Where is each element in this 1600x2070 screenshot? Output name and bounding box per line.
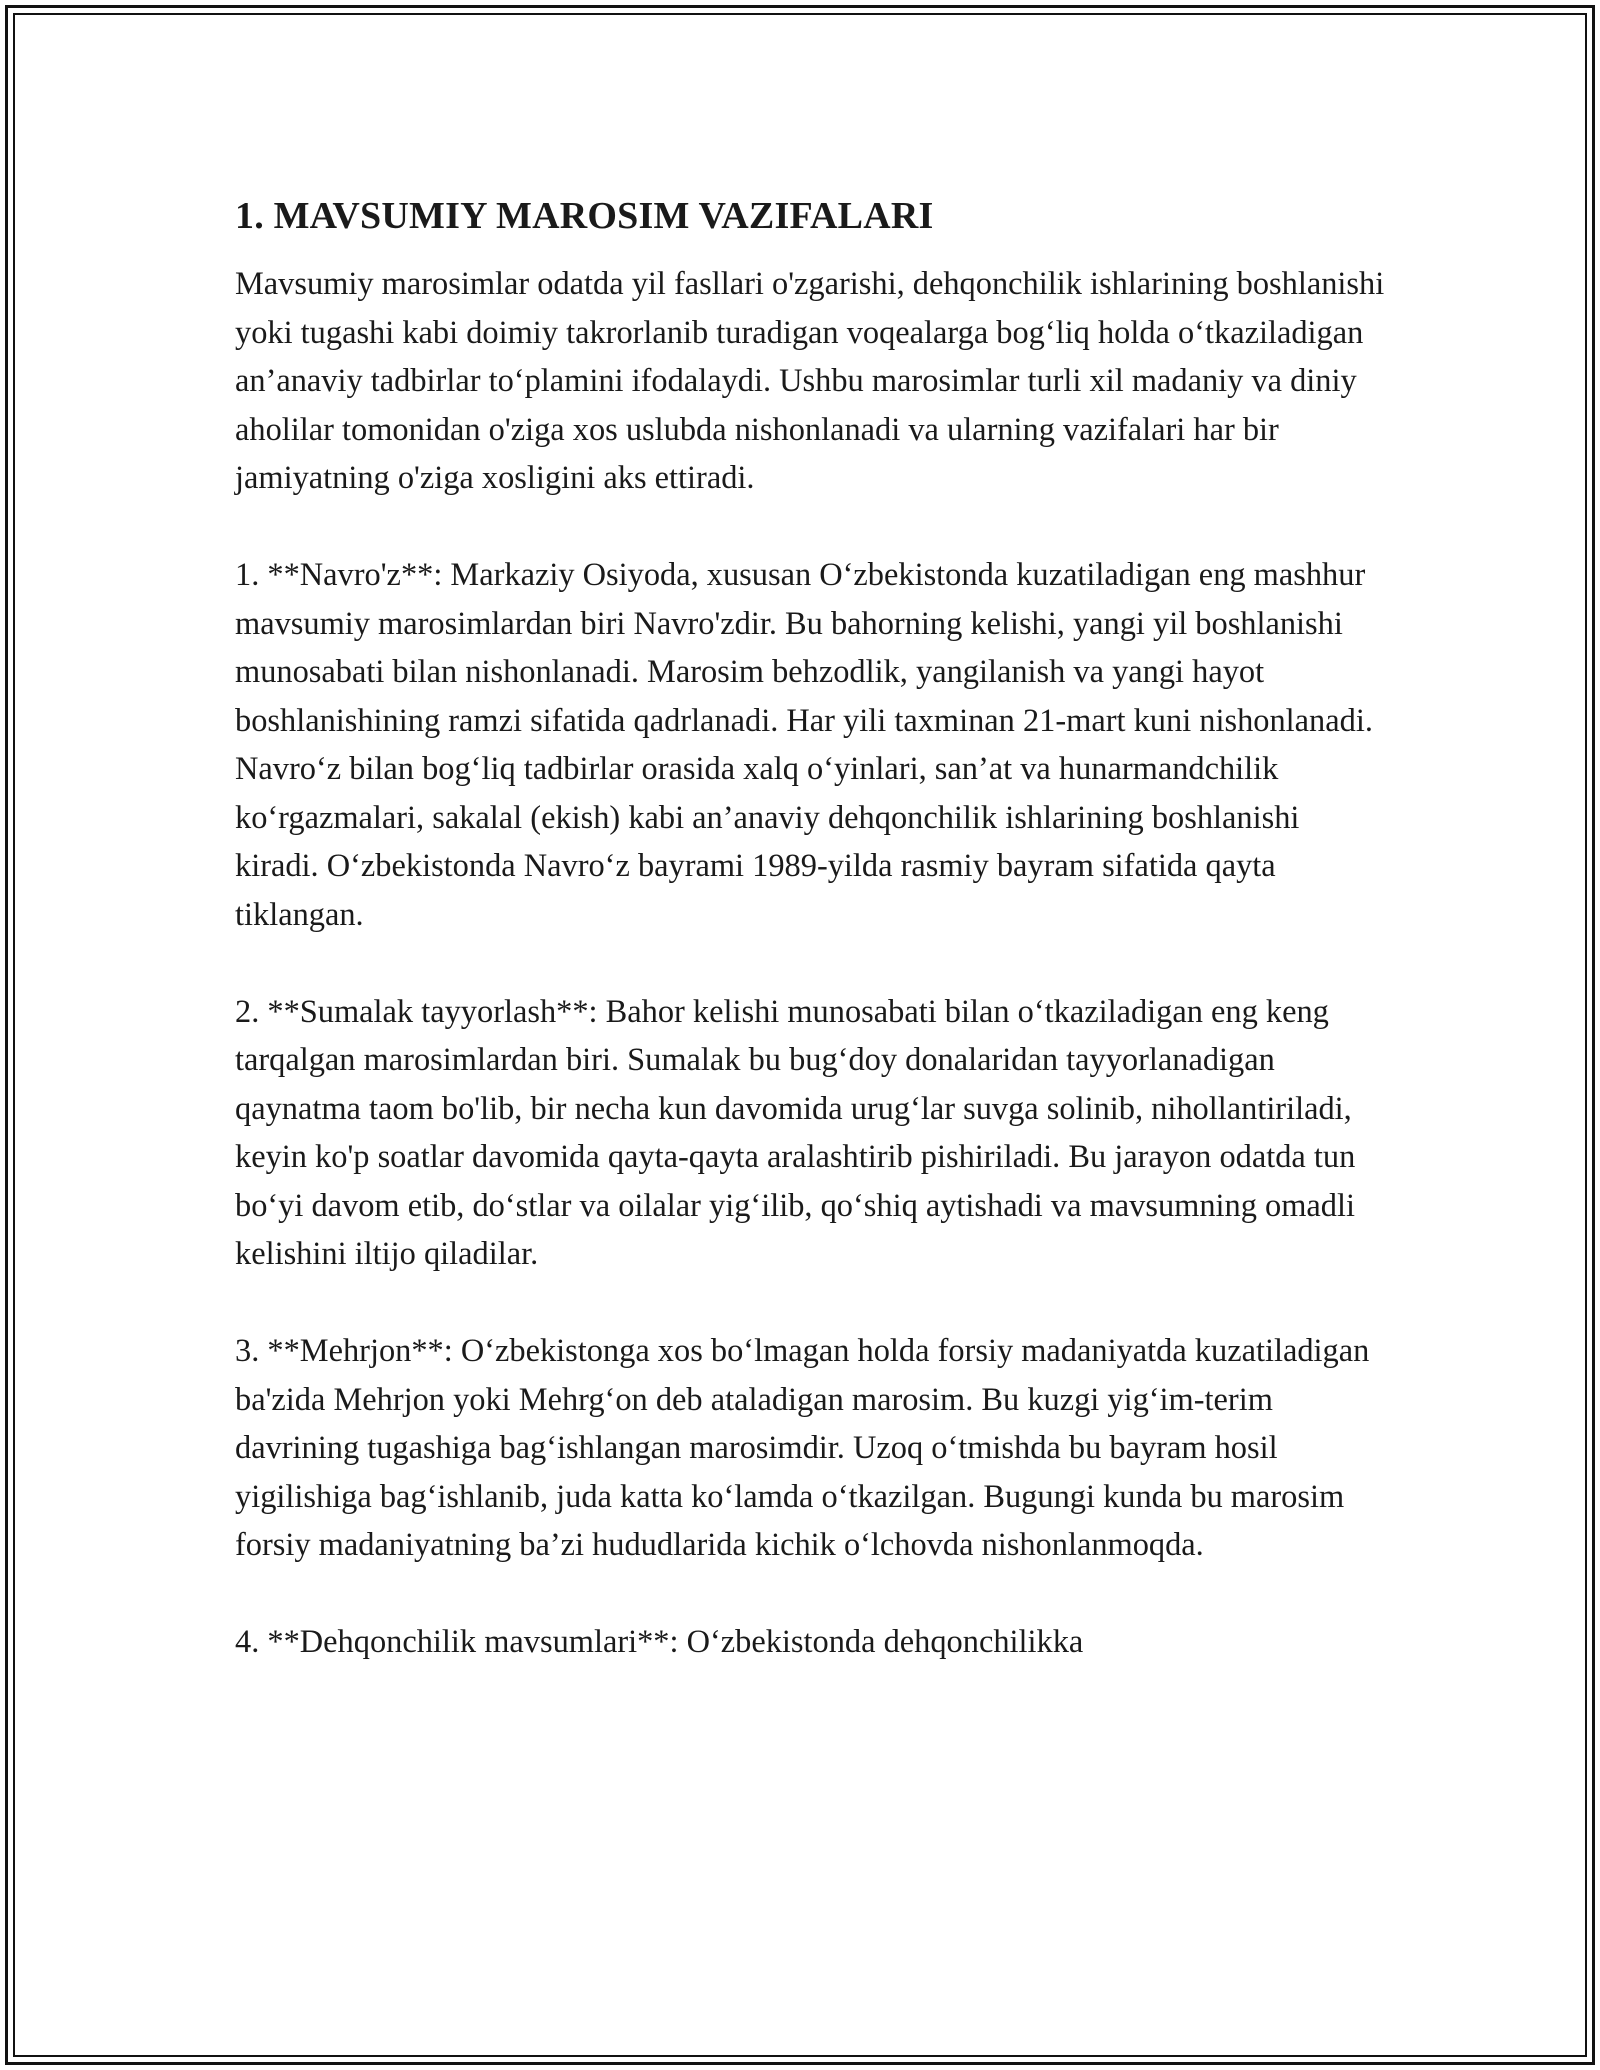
paragraph-mehrjon: 3. **Mehrjon**: O‘zbekistonga xos bo‘lmagan holda forsiy madaniyatda kuzatiladigan ba'zida Mehrjon yoki Mehrg‘on deb ataladigan marosim. Bu kuzgi yig‘im-terim davrining tugashiga bag‘ishlangan marosimdir. Uzoq o‘tmishda bu bayram hosil yigilishiga bag‘ishlanib, juda katta ko‘lamda o‘tkazilgan. Bugungi kunda bu marosim forsiy madaniyatning ba’zi hududlarida kichik o‘lchovda nishonlanmoqda. bbox=[235, 1333, 1370, 1563]
document-body bbox=[235, 186, 1385, 1667]
paragraph-navroz: 1. **Navro'z**: Markaziy Osiyoda, xususan O‘zbekistonda kuzatiladigan eng mashhur mavsumiy marosimlardan biri Navro'zdir. Bu bahorning kelishi, yangi yil boshlanishi munosabati bilan nishonlanadi. Marosim behzodlik, yangilanish va yangi hayot boshlanishining ramzi sifatida qadrlanadi. Har yili taxminan 21-mart kuni nishonlanadi. Navro‘z bilan bog‘liq tadbirlar orasida xalq o‘yinlari, san’at va hunarmandchilik ko‘rgazmalari, sakalal (ekish) kabi an’anaviy dehqonchilik ishlarining boshlanishi kiradi. O‘zbekistonda Navro‘z bayrami 1989-yilda rasmiy bayram sifatida qayta tiklangan. bbox=[235, 557, 1373, 933]
intro-paragraph: Mavsumiy marosimlar odatda yil fasllari o'zgarishi, dehqonchilik ishlarining boshlanishi yoki tugashi kabi doimiy takrorlanib turadigan voqealarga bog‘liq holda o‘tkaziladigan an’anaviy tadbirlar to‘plamini ifodalaydi. Ushbu marosimlar turli xil madaniy va diniy aholilar tomonidan o'ziga xos uslubda nishonlanadi va ularning vazifalari har bir jamiyatning o'ziga xosligini aks ettiradi. bbox=[235, 266, 1385, 496]
paragraph-sumalak: 2. **Sumalak tayyorlash**: Bahor kelishi munosabati bilan o‘tkaziladigan eng keng tarqalgan marosimlardan biri. Sumalak bu bug‘doy donalaridan tayyorlanadigan qaynatma taom bo'lib, bir necha kun davomida urug‘lar suvga solinib, nihollantiriladi, keyin ko'p soatlar davomida qayta-qayta aralashtirib pishiriladi. Bu jarayon odatda tun bo‘yi davom etib, do‘stlar va oilalar yig‘ilib, qo‘shiq aytishadi va mavsumning omadli kelishini iltijo qiladilar. bbox=[235, 993, 1356, 1272]
section-text bbox=[235, 260, 1385, 1667]
paragraph-dehqonchilik: 4. **Dehqonchilik mavsumlari**: O‘zbekistonda dehqonchilikka bbox=[235, 1624, 1084, 1660]
section-title: 1. MAVSUMIY MAROSIM VAZIFALARI bbox=[235, 195, 934, 237]
